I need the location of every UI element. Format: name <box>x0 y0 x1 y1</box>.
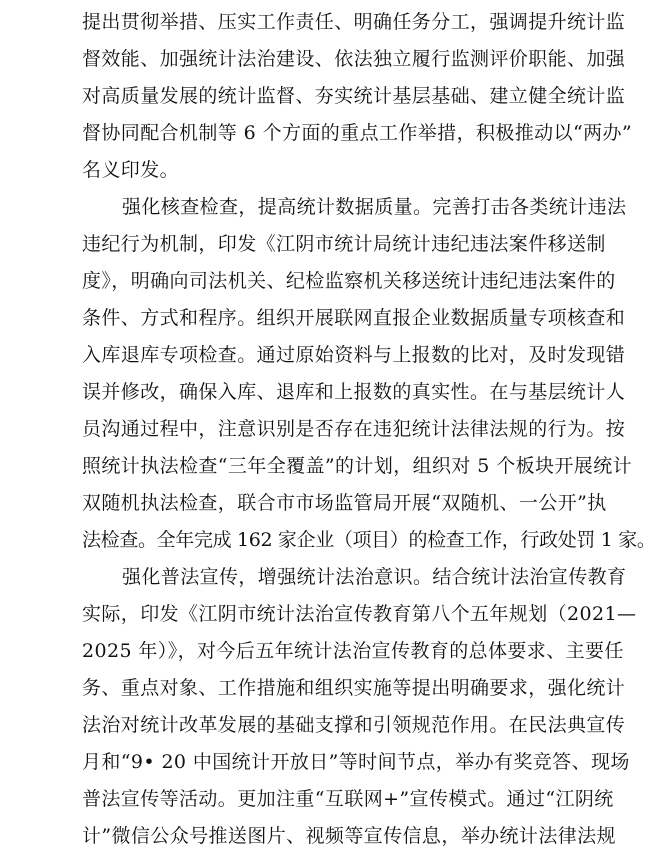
text-line-11: 误并修改，确保入库、退库和上报数的真实性。在与基层统计人 <box>82 381 626 403</box>
text-line-22: 普法宣传等活动。更加注重“互联网+”宣传模式。通过“江阴统 <box>82 788 614 810</box>
text-line-4: 督协同配合机制等 6 个方面的重点工作举措，积极推动以“两办” <box>82 122 632 144</box>
text-line-8: 度》，明确向司法机关、纪检监察机关移送统计违纪违法案件的 <box>82 270 616 292</box>
text-line-7: 违纪行为机制，印发《江阴市统计局统计违纪违法案件移送制 <box>82 233 606 255</box>
text-line-20: 法治对统计改革发展的基础支撑和引领规范作用。在民法典宣传 <box>82 714 626 736</box>
text-line-23: 计”微信公众号推送图片、视频等宣传信息，举办统计法律法规 <box>82 825 616 847</box>
text-line-1: 提出贯彻举措、压实工作责任、明确任务分工，强调提升统计监 <box>82 11 626 33</box>
paragraph-heading-verification: 强化核查检查，提高统计数据质量。完善打击各类统计违法 <box>122 196 627 218</box>
paragraph-heading-publicity: 强化普法宣传，增强统计法治意识。结合统计法治宣传教育 <box>122 566 627 588</box>
text-line-19: 务、重点对象、工作措施和组织实施等提出明确要求，强化统计 <box>82 677 626 699</box>
text-line-2: 督效能、加强统计法治建设、依法独立履行监测评价职能、加强 <box>82 48 626 70</box>
text-line-18: 2025 年）》，对今后五年统计法治宣传教育的总体要求、主要任 <box>82 640 624 662</box>
text-line-21: 月和“9• 20 中国统计开放日”等时间节点，举办有奖竞答、现场 <box>82 751 630 773</box>
text-line-15: 法检查。全年完成 162 家企业（项目）的检查工作，行政处罚 1 家。 <box>82 529 656 551</box>
text-line-10: 入库退库专项检查。通过原始资料与上报数的比对，及时发现错 <box>82 344 626 366</box>
text-line-12: 员沟通过程中，注意识别是否存在违犯统计法律法规的行为。按 <box>82 418 626 440</box>
text-line-14: 双随机执法检查，联合市市场监管局开展“双随机、一公开”执 <box>82 492 607 514</box>
text-line-3: 对高质量发展的统计监督、夯实统计基层基础、建立健全统计监 <box>82 85 626 107</box>
text-line-9: 条件、方式和程序。组织开展联网直报企业数据质量专项核查和 <box>82 307 626 329</box>
text-line-17: 实际，印发《江阴市统计法治宣传教育第八个五年规划（2021— <box>82 603 637 625</box>
text-line-5: 名义印发。 <box>82 159 180 181</box>
text-line-13: 照统计执法检查“三年全覆盖”的计划，组织对 5 个板块开展统计 <box>82 455 632 477</box>
